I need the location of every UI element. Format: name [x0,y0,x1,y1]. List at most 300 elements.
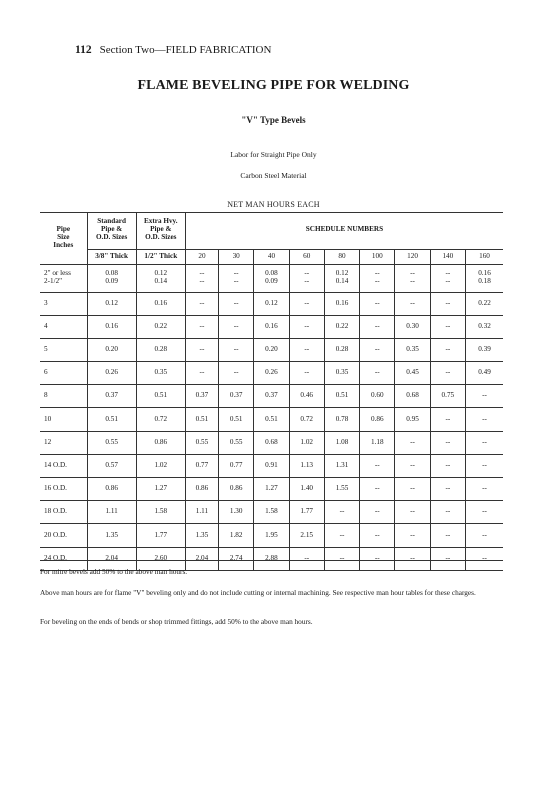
header-schedule: 160 [465,249,503,264]
cell-value: 0.78 [335,414,349,423]
header-standard-thickness: 3/8" Thick [87,249,136,264]
table-cell [324,501,359,524]
table-cell [360,478,395,501]
header-schedule: 140 [430,249,465,264]
cell-value: 2.74 [229,553,243,562]
cell-value: -- [445,484,451,493]
cell-value: -- [410,484,415,493]
table-row [40,385,503,408]
table-cell [324,431,359,454]
cell-value: 0.16 [105,321,118,330]
table-cell [185,264,218,292]
table-cell [465,408,503,431]
table-cell [185,362,218,385]
header-standard-line: Pipe & [100,225,123,234]
cell-value: -- [482,460,487,469]
cell-value: 1.11 [105,507,118,516]
table-cell [289,478,324,501]
cell-value: -- [445,553,451,562]
header-schedule: 30 [219,249,254,264]
cell-value: 0.51 [105,414,118,423]
table-cell [395,338,430,361]
cell-value: 1.95 [265,530,278,539]
cell-value: -- [374,484,380,493]
cell-value: -- [339,553,345,562]
cell-value: -- [410,553,415,562]
cell-value: -- [304,321,310,330]
table-cell [430,431,465,454]
cell-value: -- [445,345,451,353]
table-row [40,501,503,524]
cell-value: -- [199,269,205,278]
table-cell [395,524,430,547]
table-cell [289,431,324,454]
cell-value: 0.55 [195,437,209,446]
page-number: 112 [75,44,92,56]
table-cell [136,478,185,501]
table-row [40,478,503,501]
cell-value: 0.14 [154,277,168,285]
cell-value: -- [233,345,239,353]
header-extra-heavy-thickness: 1/2" Thick [136,249,185,264]
table-cell [87,431,136,454]
cell-value: 6 [44,368,48,377]
table-cell [40,501,87,524]
cell-value: 0.35 [154,368,168,377]
table-cell [185,431,218,454]
cell-value: 0.09 [105,277,118,285]
section-title: Section Two—FIELD FABRICATION [99,44,272,56]
subtitle: "V" Type Bevels [241,115,306,125]
cell-value: 18 O.D. [44,507,67,516]
table-cell [395,454,430,477]
header-schedule: 20 [185,249,218,264]
table-cell [360,315,395,338]
cell-value: 0.22 [154,321,168,330]
cell-value: 0.86 [195,484,209,493]
table-cell [40,431,87,454]
cell-value: -- [304,368,310,377]
table-cell [254,385,289,408]
cell-value: 0.14 [335,277,349,285]
cell-value: 1.77 [154,530,168,539]
table-cell [40,454,87,477]
table-cell [87,338,136,361]
cell-value: 1.02 [300,437,313,446]
note-material: Carbon Steel Material [240,171,307,180]
table-cell [324,315,359,338]
header-pipe-size-line: Size [57,232,70,241]
header-extra-heavy-line: Extra Hvy. [144,217,178,226]
table-cell [87,385,136,408]
cell-value: -- [482,507,487,516]
table-cell [360,408,395,431]
cell-value: 0.77 [195,460,209,469]
cell-value: 0.26 [265,368,278,377]
cell-value: -- [445,414,451,423]
header-pipe-size [40,212,87,264]
header-schedule: 80 [324,249,359,264]
cell-value: 1.58 [154,507,168,516]
cell-value: 0.08 [265,269,278,278]
cell-value: -- [374,368,380,377]
cell-value: -- [445,269,451,278]
table-cell [136,292,185,315]
table-cell [219,338,254,361]
header-pipe-size-line: Inches [53,240,74,249]
table-cell [254,408,289,431]
table-cell [430,478,465,501]
cell-value: -- [445,437,451,446]
table-caption: NET MAN HOURS EACH [227,200,320,209]
cell-value: 0.86 [105,484,118,493]
table-cell [395,385,430,408]
cell-value: 0.26 [105,368,118,377]
table-cell [360,501,395,524]
cell-value: 0.22 [478,298,491,307]
page-header [75,44,271,56]
table-cell [324,292,359,315]
footnote-mitre: For mitre bevels add 50% to the above man hours. [40,567,188,576]
table-cell [219,408,254,431]
cell-value: 0.37 [105,391,118,400]
cell-value: 2.15 [300,530,313,539]
table-cell [136,501,185,524]
table-cell [324,478,359,501]
cell-value: 1.40 [300,484,313,493]
cell-value: 10 [44,414,52,423]
cell-value: 0.35 [335,368,349,377]
table-cell [185,385,218,408]
cell-value: -- [304,298,310,307]
header-standard-line: O.D. Sizes [95,233,128,242]
table-cell [289,454,324,477]
table-cell [465,292,503,315]
cell-value: 2.88 [265,553,278,562]
table-row [40,315,503,338]
cell-value: 0.16 [478,269,491,278]
table-cell [136,338,185,361]
cell-value: 0.12 [154,269,168,278]
cell-value: 1.18 [370,437,384,446]
cell-value: 0.37 [195,391,209,400]
table-cell [430,408,465,431]
table-cell [219,501,254,524]
cell-value: -- [374,269,380,278]
table-cell [430,315,465,338]
cell-value: 2" or less [44,269,71,278]
cell-value: -- [304,345,310,353]
cell-value: 0.51 [335,391,349,400]
table-cell [430,385,465,408]
table-cell [324,264,359,292]
table-cell [289,315,324,338]
cell-value: 1.27 [265,484,278,493]
cell-value: 0.60 [370,391,384,400]
table-cell [465,524,503,547]
cell-value: -- [199,298,205,307]
cell-value: 1.08 [335,437,349,446]
table-cell [40,408,87,431]
cell-value: 0.22 [335,321,349,330]
cell-value: 0.39 [478,345,491,353]
cell-value: 1.30 [229,507,243,516]
cell-value: 16 O.D. [44,484,67,493]
header-extra-heavy-line: Pipe & [150,225,172,234]
table-cell [395,292,430,315]
header-standard-line: Standard [97,217,126,226]
cell-value: 0.20 [105,345,118,353]
table-cell [324,408,359,431]
table-cell [254,501,289,524]
cell-value: 20 O.D. [44,530,67,539]
header-schedule: 40 [254,249,289,264]
table-cell [136,524,185,547]
cell-value: -- [374,553,380,562]
cell-value: 0.32 [478,321,491,330]
header-schedule: 100 [360,249,395,264]
cell-value: 0.68 [406,391,419,400]
table-cell [219,431,254,454]
table-cell [289,408,324,431]
cell-value: 2.04 [195,553,209,562]
cell-value: 1.58 [265,507,278,516]
cell-value: -- [233,277,239,285]
cell-value: -- [410,269,415,278]
header-schedule: 120 [395,249,430,264]
table-cell [40,385,87,408]
table-cell [40,524,87,547]
table-cell [395,478,430,501]
cell-value: 1.31 [335,460,349,469]
table-cell [465,362,503,385]
table-cell [40,292,87,315]
table-cell [254,478,289,501]
table-cell [395,408,430,431]
table-cell [219,362,254,385]
cell-value: 0.16 [154,298,168,307]
table-cell [87,408,136,431]
cell-value: 0.12 [265,298,278,307]
table-cell [219,315,254,338]
cell-value: -- [445,298,451,307]
table-cell [87,292,136,315]
table-cell [430,524,465,547]
table-cell [289,524,324,547]
cell-value: -- [445,277,451,285]
table-cell [40,264,87,292]
table-cell [136,408,185,431]
cell-value: 2-1/2" [44,277,63,285]
table-cell [465,385,503,408]
cell-value: 1.82 [229,530,243,539]
table-row [40,524,503,547]
cell-value: 0.55 [105,437,118,446]
table-cell [254,264,289,292]
header-schedule: 60 [289,249,324,264]
table-cell [185,478,218,501]
cell-value: -- [482,414,487,423]
table-cell [87,478,136,501]
cell-value: -- [374,345,380,353]
cell-value: -- [304,553,310,562]
table-cell [185,315,218,338]
table-cell [254,315,289,338]
cell-value: 0.12 [335,269,349,278]
table-cell [219,292,254,315]
table-cell [360,338,395,361]
table-cell [395,264,430,292]
cell-value: 1.55 [335,484,349,493]
table-cell [289,385,324,408]
cell-value: 1.35 [195,530,209,539]
cell-value: 2.60 [154,553,168,562]
table-cell [136,454,185,477]
table-cell [465,338,503,361]
table-cell [324,362,359,385]
cell-value: 8 [44,391,48,400]
cell-value: 0.16 [335,298,349,307]
cell-value: -- [482,553,487,562]
header-schedule-numbers: SCHEDULE NUMBERS [305,225,384,234]
table-cell [219,264,254,292]
table-cell [87,264,136,292]
table-cell [289,362,324,385]
table-cell [324,338,359,361]
table-row [40,454,503,477]
cell-value: 1.27 [154,484,168,493]
table-cell [289,264,324,292]
table-cell [136,362,185,385]
table-cell [360,524,395,547]
cell-value: 0.18 [478,277,491,285]
table-cell [430,264,465,292]
table-cell [136,264,185,292]
table-cell [360,292,395,315]
table-row [40,408,503,431]
table-cell [289,292,324,315]
cell-value: 0.28 [335,345,349,353]
header-extra-heavy-line: O.D. Sizes [145,233,177,242]
table-cell [87,362,136,385]
cell-value: -- [199,277,205,285]
table-cell [465,264,503,292]
header-pipe-size-line: Pipe [56,224,71,233]
table-cell [136,315,185,338]
cell-value: -- [374,298,380,307]
table-cell [136,385,185,408]
cell-value: 0.57 [105,460,118,469]
cell-value: 0.08 [105,269,118,278]
table-cell [185,408,218,431]
cell-value: -- [410,298,415,307]
table-cell [360,385,395,408]
cell-value: -- [304,277,310,285]
table-cell [395,431,430,454]
table-cell [254,454,289,477]
cell-value: 0.51 [265,414,278,423]
cell-value: 1.35 [105,530,118,539]
cell-value: 1.13 [300,460,313,469]
table-row [40,338,503,361]
cell-value: -- [445,460,451,469]
cell-value: 0.20 [265,345,278,353]
table-cell [185,524,218,547]
footnote-flame-beveling: Above man hours are for flame "V" beveling only and do not include cutting or internal machining. See respective man hour tables for these charges. [40,588,476,597]
table-cell [185,454,218,477]
cell-value: 0.16 [265,321,278,330]
table-cell [465,431,503,454]
table-cell [360,362,395,385]
table-cell [465,315,503,338]
table-cell [40,362,87,385]
table-cell [465,478,503,501]
table-cell [430,292,465,315]
man-hours-table [40,212,503,571]
cell-value: -- [410,460,415,469]
table-cell [395,501,430,524]
cell-value: 0.37 [229,391,243,400]
table-cell [465,501,503,524]
cell-value: 12 [44,437,52,446]
table-cell [87,524,136,547]
cell-value: -- [445,368,451,377]
table-cell [219,478,254,501]
cell-value: 1.11 [195,507,209,516]
table-row [40,431,503,454]
header-standard [87,212,136,249]
cell-value: -- [445,321,451,330]
table-cell [40,315,87,338]
table-cell [136,431,185,454]
cell-value: 0.77 [229,460,243,469]
cell-value: 0.49 [478,368,491,377]
cell-value: 0.75 [441,391,455,400]
cell-value: 0.28 [154,345,168,353]
table-cell [185,338,218,361]
cell-value: 0.72 [154,414,168,423]
cell-value: -- [233,321,239,330]
cell-value: -- [482,484,487,493]
table-cell [430,454,465,477]
cell-value: -- [233,298,239,307]
cell-value: -- [374,277,380,285]
table-cell [87,315,136,338]
cell-value: -- [410,507,415,516]
cell-value: 1.02 [154,460,168,469]
cell-value: 0.51 [229,414,243,423]
cell-value: 5 [44,345,48,353]
table-cell [289,501,324,524]
cell-value: -- [304,269,310,278]
table-cell [254,524,289,547]
cell-value: -- [374,507,380,516]
table-cell [87,501,136,524]
table-cell [185,292,218,315]
table-cell [254,338,289,361]
cell-value: 0.95 [406,414,419,423]
header-extra-heavy [136,212,185,249]
table-cell [289,338,324,361]
cell-value: -- [482,391,487,400]
cell-value: 0.68 [265,437,278,446]
table-cell [324,385,359,408]
table-cell [40,338,87,361]
table-cell [219,524,254,547]
table-cell [360,264,395,292]
cell-value: -- [374,530,380,539]
table-cell [87,454,136,477]
